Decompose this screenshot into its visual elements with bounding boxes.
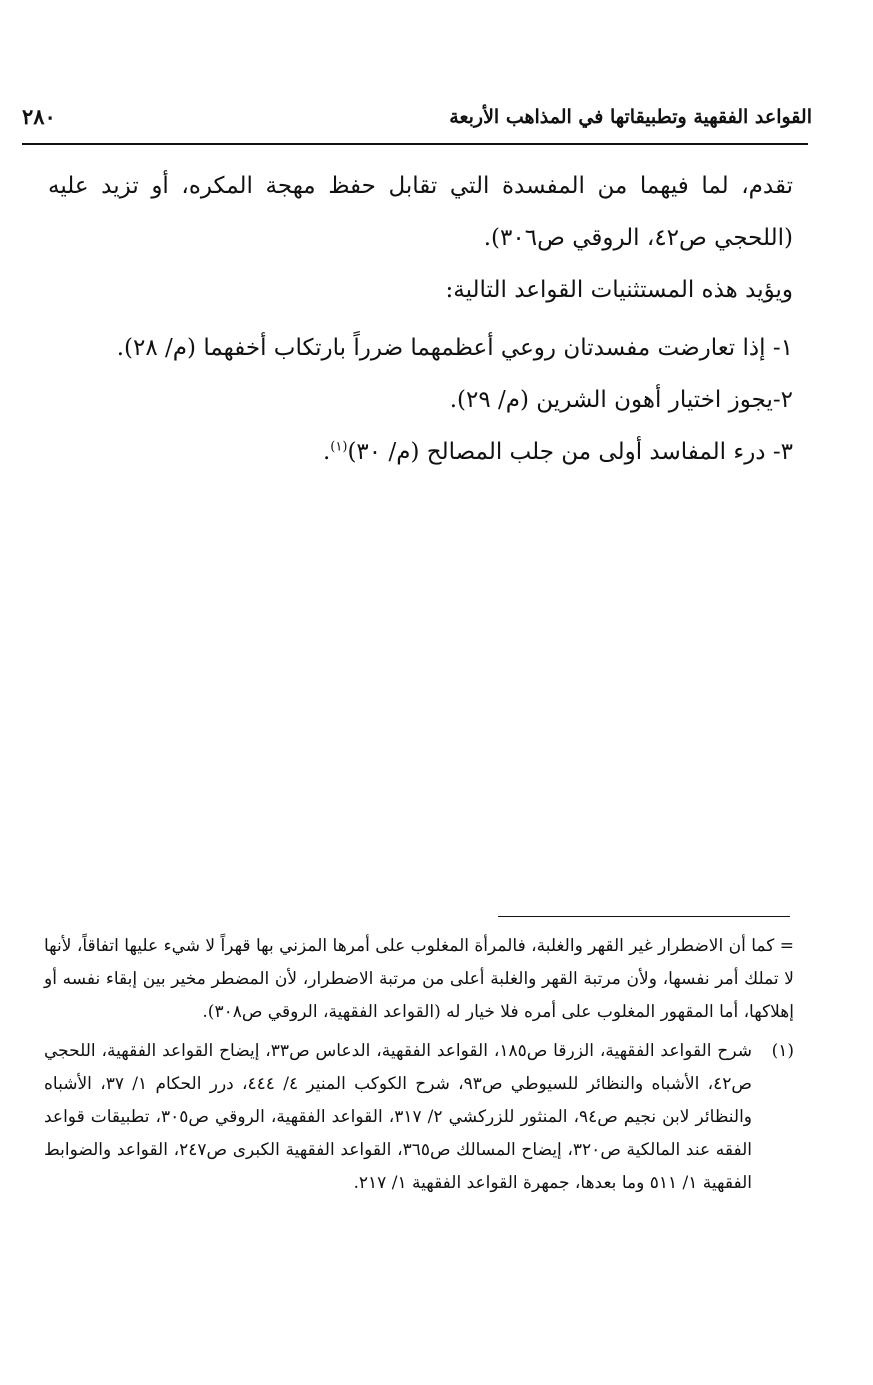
rule-item-3	[48, 426, 793, 478]
rule-item-2: ٢-يجوز اختيار أهون الشرين (م/ ٢٩).	[449, 387, 793, 413]
footnote-1	[44, 1035, 794, 1200]
rule-item-1: ١- إذا تعارضت مفسدتان روعي أعظمهما ضرراً بارتكاب أخفهما (م/ ٢٨).	[116, 335, 793, 361]
paragraph-continuation: تقدم، لما فيهما من المفسدة التي تقابل حفظ مهجة المكره، أو تزيد عليه (اللحجي ص٤٢، الروقي ص٣٠٦).	[48, 173, 793, 251]
footnote-reference-1: (١)	[330, 439, 348, 455]
footnote-continued: = كما أن الاضطرار غير القهر والغلبة، فالمرأة المغلوب على أمرها المزني بها قهراً لا شيء عليها اتفاقاً، لأنها لا تملك أمر نفسها، ولأن مرتبة القهر والغلبة أعلى من مرتبة الاضطرار، لأن المضطر مخير بين إبقاء نفسه أو إهلاكها، أما المقهور المغلوب على أمره فلا خيار له (القواعد الفقهية، الروقي ص٣٠٨).	[43, 936, 794, 1022]
rule-item-3-text: ٣- درء المفاسد أولى من جلب المصالح (م/ ٣٠)	[347, 439, 793, 465]
page-number: ٢٨٠	[22, 104, 56, 129]
footnotes	[44, 930, 794, 1200]
running-header	[22, 100, 812, 140]
rule-item-3-end: .	[322, 439, 331, 465]
header-divider	[22, 143, 808, 145]
footnote-divider	[498, 916, 790, 917]
footnote-1-marker: (١)	[771, 1041, 794, 1061]
footnote-1-text: شرح القواعد الفقهية، الزرقا ص١٨٥، القواعد الفقهية، الدعاس ص٣٣، إيضاح القواعد الفقهية، اللحجي ص٤٢، الأشباه والنظائر للسيوطي ص٩٣، شرح الكوكب المنير ٤/ ٤٤٤، درر الحكام ١/ ٣٧، الأشباه والنظائر لابن نجيم ص٩٤، المنثور للزركشي ٢/ ٣١٧، القواعد الفقهية، الروقي ص٣٠٥، تطبيقات قواعد الفقه عند المالكية ص٣٢٠، إيضاح المسالك ص٣٦٥، القواعد الفقهية الكبرى ص٢٤٧، القواعد والضوابط الفقهية ١/ ٥١١ وما بعدها، جمهرة القواعد الفقهية ١/ ٢١٧.	[44, 1041, 753, 1193]
running-header-title: القواعد الفقهية وتطبيقاتها في المذاهب الأربعة	[449, 106, 812, 128]
main-text	[48, 160, 793, 478]
rules-intro: ويؤيد هذه المستثنيات القواعد التالية:	[445, 277, 793, 303]
